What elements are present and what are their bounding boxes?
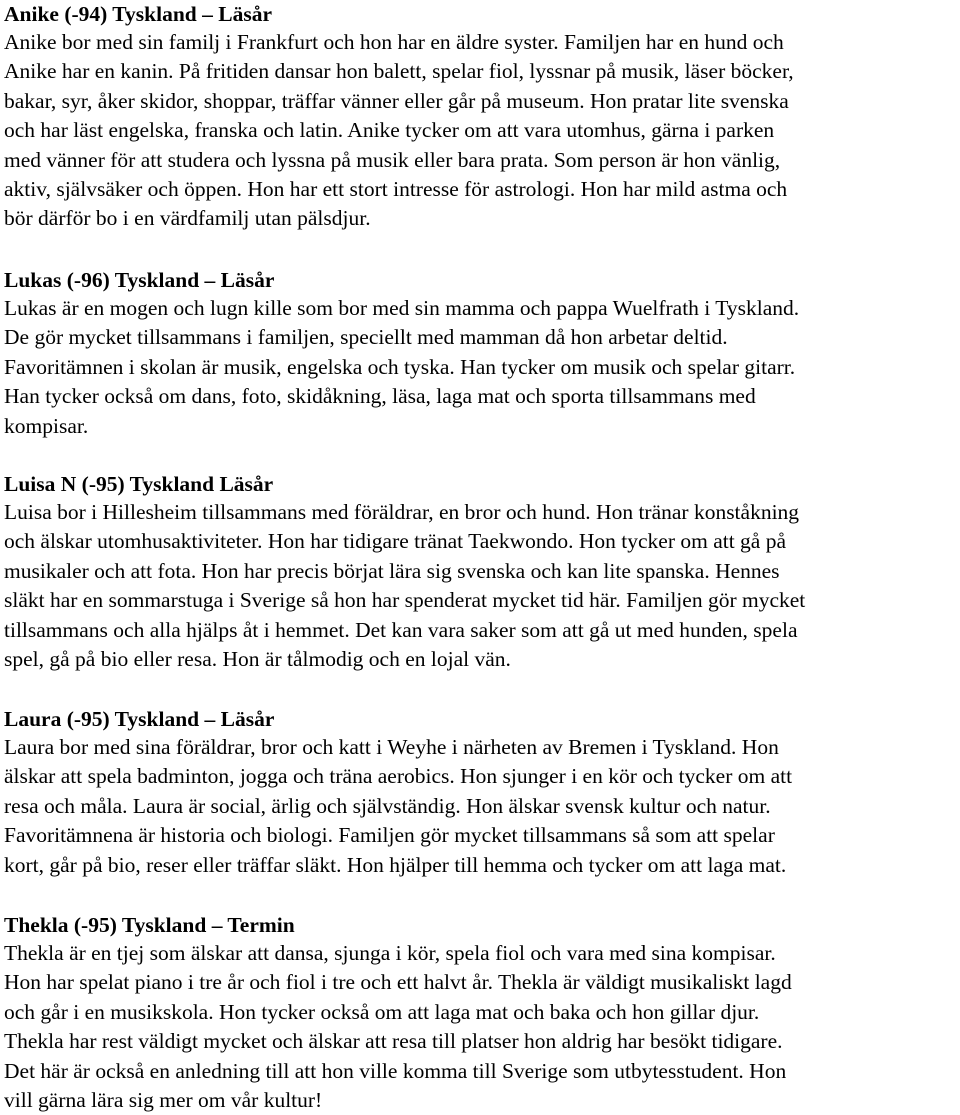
body-line: spel, gå på bio eller resa. Hon är tålmodig och en lojal vän. (4, 647, 511, 672)
body-line: aktiv, självsäker och öppen. Hon har ett stort intresse för astrologi. Hon har mild astma och (4, 177, 788, 202)
body-line: bakar, syr, åker skidor, shoppar, träffar vänner eller går på museum. Hon pratar lite svenska (4, 88, 789, 113)
body-line: och älskar utomhusaktiviteter. Hon har tidigare tränat Taekwondo. Hon tycker om att gå på (4, 529, 787, 554)
profile-heading: Luisa N (-95) Tyskland Läsår (4, 472, 274, 496)
profile-heading: Thekla (-95) Tyskland – Termin (4, 913, 295, 937)
profile-heading: Laura (-95) Tyskland – Läsår (4, 707, 275, 731)
body-line: Han tycker också om dans, foto, skidåkning, läsa, laga mat och sporta tillsammans med (4, 384, 756, 409)
body-line: Favoritämnen i skolan är musik, engelska och tyska. Han tycker om musik och spelar gitarr. (4, 354, 796, 379)
profile-lukas (4, 266, 956, 441)
profile-body (4, 498, 956, 674)
body-line: med vänner för att studera och lyssna på musik eller bara prata. Som person är hon vänlig, (4, 147, 781, 172)
profile-laura (4, 705, 956, 880)
profile-body (4, 28, 956, 234)
body-line: älskar att spela badminton, jogga och träna aerobics. Hon sjunger i en kör och tycker om att (4, 764, 793, 789)
body-line: De gör mycket tillsammans i familjen, speciellt med mamman då hon arbetar deltid. (4, 325, 728, 350)
body-line: tillsammans och alla hjälps åt i hemmet. Det kan vara saker som att gå ut med hunden, spela (4, 617, 798, 642)
body-line: Thekla är en tjej som älskar att dansa, sjunga i kör, spela fiol och vara med sina kompisar. (4, 941, 776, 965)
body-line: Det här är också en anledning till att hon ville komma till Sverige som utbytesstudent. Hon (4, 1058, 787, 1083)
body-line: Anike bor med sin familj i Frankfurt och hon har en äldre syster. Familjen har en hund och (4, 30, 784, 54)
profile-anike (4, 0, 956, 234)
body-line: släkt har en sommarstuga i Sverige så hon har spenderat mycket tid här. Familjen gör mycket (4, 588, 806, 613)
profile-heading: Lukas (-96) Tyskland – Läsår (4, 268, 275, 292)
body-line: Anike har en kanin. På fritiden dansar hon balett, spelar fiol, lyssnar på musik, läser böcker, (4, 59, 794, 84)
profile-heading: Anike (-94) Tyskland – Läsår (4, 2, 273, 26)
profile-body (4, 733, 956, 880)
body-line: musikaler och att fota. Hon har precis börjat lära sig svenska och kan lite spanska. Hennes (4, 558, 780, 583)
body-line: resa och måla. Laura är social, ärlig och självständig. Hon älskar svensk kultur och natur. (4, 793, 771, 818)
profile-thekla (4, 911, 956, 1115)
body-line: Favoritämnena är historia och biologi. Familjen gör mycket tillsammans så som att spelar (4, 823, 775, 848)
body-line: Luisa bor i Hillesheim tillsammans med föräldrar, en bror och hund. Hon tränar konståkning (4, 500, 800, 524)
body-line: vill gärna lära sig mer om vår kultur! (4, 1088, 323, 1113)
body-line: kompisar. (4, 413, 89, 438)
body-line: Laura bor med sina föräldrar, bror och katt i Weyhe i närheten av Bremen i Tyskland. Hon (4, 735, 779, 759)
body-line: Lukas är en mogen och lugn kille som bor med sin mamma och pappa Wuelfrath i Tyskland. (4, 296, 800, 320)
body-line: och går i en musikskola. Hon tycker också om att laga mat och baka och hon gillar djur. (4, 999, 760, 1024)
profile-body (4, 294, 956, 441)
body-line: och har läst engelska, franska och latin. Anike tycker om att vara utomhus, gärna i parken (4, 118, 775, 143)
body-line: kort, går på bio, reser eller träffar släkt. Hon hjälper till hemma och tycker om att laga mat. (4, 852, 787, 877)
profile-body (4, 939, 956, 1115)
profile-luisa (4, 470, 956, 674)
body-line: bör därför bo i en värdfamilj utan pälsdjur. (4, 206, 371, 231)
body-line: Hon har spelat piano i tre år och fiol i tre och ett halvt år. Thekla är väldigt musikaliskt lagd (4, 970, 792, 995)
body-line: Thekla har rest väldigt mycket och älskar att resa till platser hon aldrig har besökt tidigare. (4, 1029, 783, 1054)
